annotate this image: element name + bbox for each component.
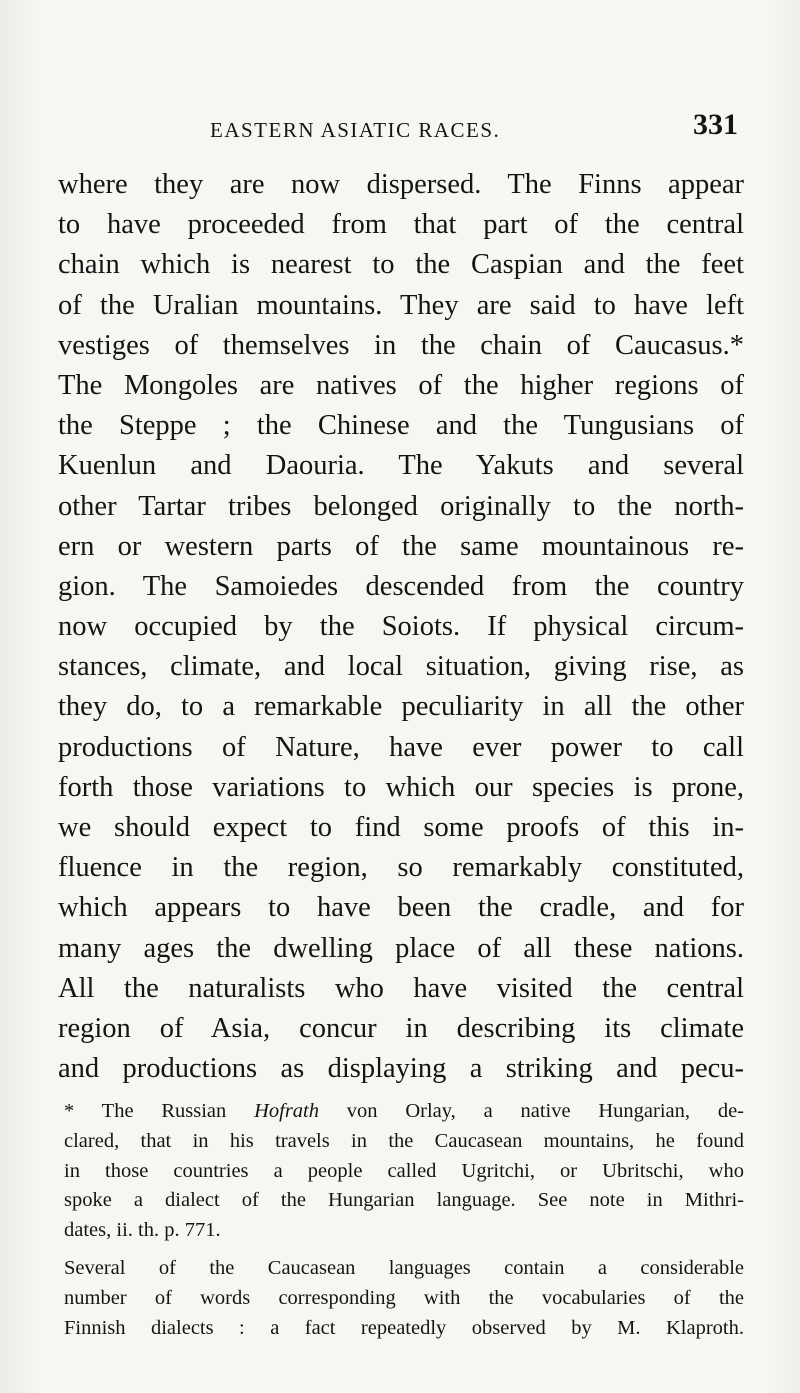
footnote-line: dates, ii. th. p. 771. (64, 1219, 221, 1242)
text-line: which appears to have been the cradle, and for (58, 892, 744, 924)
main-text (58, 165, 744, 1089)
footnote-line: number of words corresponding with the vocabularies of the (64, 1286, 744, 1309)
text-line: chain which is nearest to the Caspian and the feet (58, 249, 744, 281)
text-line: fluence in the region, so remarkably constituted, (58, 852, 744, 884)
footnote-spacer (64, 1246, 744, 1254)
footnote (64, 1097, 744, 1246)
footnotes (64, 1097, 744, 1343)
footnote-line: in those countries a people called Ugritchi, or Ubritschi, who (64, 1159, 744, 1182)
footnote-line: clared, that in his travels in the Caucasean mountains, he found (64, 1129, 744, 1152)
text-line: now occupied by the Soiots. If physical circum- (58, 611, 744, 643)
running-head: EASTERN ASIATIC RACES. (210, 118, 501, 142)
footnote (64, 1254, 744, 1343)
text-line: the Steppe ; the Chinese and the Tungusians of (58, 410, 744, 442)
text-line: and productions as displaying a striking and pecu- (58, 1053, 744, 1085)
footnote-line: Finnish dialects : a fact repeatedly observed by M. Klaproth. (64, 1316, 744, 1339)
page-number: 331 (693, 108, 738, 141)
text-line: The Mongoles are natives of the higher regions of (58, 369, 744, 401)
page-header (60, 108, 740, 154)
italic-term: Hofrath (254, 1100, 319, 1122)
text-line: Kuenlun and Daouria. The Yakuts and several (58, 450, 744, 482)
text-line: to have proceeded from that part of the central (58, 209, 744, 241)
text-line: we should expect to find some proofs of this in- (58, 812, 744, 843)
text-line: where they are now dispersed. The Finns appear (58, 169, 744, 200)
text-line: gion. The Samoiedes descended from the country (58, 570, 744, 602)
footnote-line: Several of the Caucasean languages contain a considerable (64, 1256, 744, 1279)
text-line: stances, climate, and local situation, giving rise, as (58, 651, 744, 683)
text-line: vestiges of themselves in the chain of Caucasus.* (58, 329, 744, 361)
text-line: ern or western parts of the same mountainous re- (58, 530, 744, 562)
text-line: other Tartar tribes belonged originally to the north- (58, 490, 744, 522)
text-line: forth those variations to which our species is prone, (58, 771, 744, 803)
footnote-line: spoke a dialect of the Hungarian language. See note in Mithri- (64, 1189, 744, 1212)
text-line: of the Uralian mountains. They are said to have left (58, 289, 744, 321)
text-line: All the naturalists who have visited the central (58, 972, 744, 1004)
text-line: productions of Nature, have ever power to call (58, 731, 744, 763)
text-line: many ages the dwelling place of all these nations. (58, 932, 744, 964)
footnote-line: * The Russian Hofrath von Orlay, a native Hungarian, de- (64, 1100, 744, 1122)
text-line: they do, to a remarkable peculiarity in all the other (58, 691, 744, 723)
text-line: region of Asia, concur in describing its climate (58, 1012, 744, 1044)
